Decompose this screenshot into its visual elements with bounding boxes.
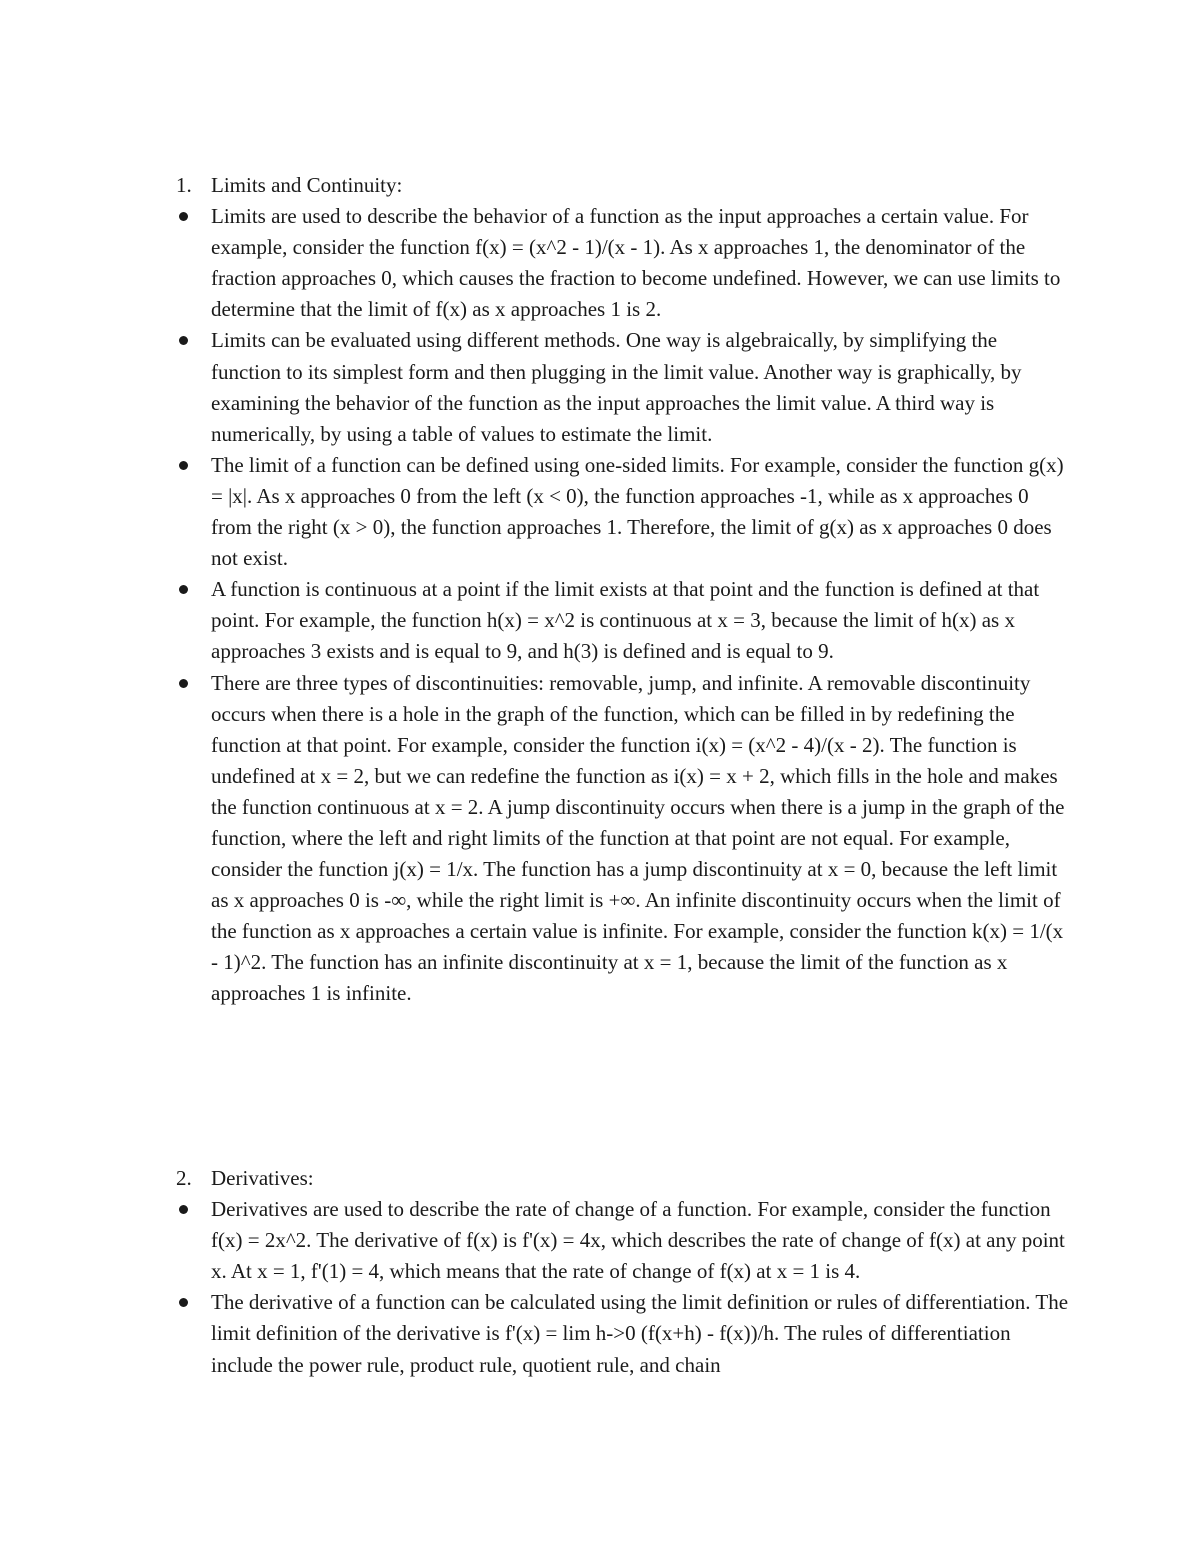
bullet-item: [172, 201, 1072, 325]
bullet-text: The derivative of a function can be calculated using the limit definition or rules of differentiation. The limit definition of the derivative is f'(x) = lim h->0 (f(x+h) - f(x))/h. The rules of differentiation include the power rule, product rule, quotient rule, and chain: [211, 1290, 1069, 1377]
section-derivatives: [172, 1163, 1072, 1381]
bullet-item: [172, 325, 1072, 449]
bullet-item: [172, 1194, 1072, 1287]
bullet-icon: [179, 585, 188, 594]
bullet-text: There are three types of discontinuities: removable, jump, and infinite. A removable discontinuity occurs when there is a hole in the graph of the function, which can be filled in by redefining the function at that point. For example, consider the function i(x) = (x^2 - 4)/(x - 2). The function is undefined at x = 2, but we can redefine the function as i(x) = x + 2, which fills in the hole and makes the function continuous at x = 2. A jump discontinuity occurs when there is a jump in the graph of the function, where the left and right limits of the function at that point are not equal. For example, consider the function j(x) = 1/x. The function has a jump discontinuity at x = 0, because the left limit as x approaches 0 is -∞, while the right limit is +∞. An infinite discontinuity occurs when the limit of the function as x approaches a certain value is infinite. For example, consider the function k(x) = 1/(x - 1)^2. The function has an infinite discontinuity at x = 1, because the limit of the function as x approaches 1 is infinite.: [211, 670, 1065, 1006]
bullet-text: A function is continuous at a point if the limit exists at that point and the function is defined at that point. For example, the function h(x) = x^2 is continuous at x = 3, because the limit of h(x) as x approaches 3 exists and is equal to 9, and h(3) is defined and is equal to 9.: [211, 577, 1040, 664]
heading-text: Derivatives:: [211, 1166, 314, 1190]
bullet-text: Limits can be evaluated using different methods. One way is algebraically, by simplifying the function to its simplest form and then plugging in the limit value. Another way is graphically, by examining the behavior of the function as the input approaches the limit value. A third way is numerically, by using a table of values to estimate the limit.: [211, 328, 1022, 446]
bullet-icon: [179, 461, 188, 470]
bullet-icon: [179, 212, 188, 221]
bullet-icon: [179, 679, 188, 688]
bullet-icon: [179, 336, 188, 345]
list-number: 2.: [176, 1166, 192, 1190]
bullet-text: The limit of a function can be defined using one-sided limits. For example, consider the function g(x) = |x|. As x approaches 0 from the left (x < 0), the function approaches -1, while as x approaches 0 from the right (x > 0), the function approaches 1. Therefore, the limit of g(x) as x approaches 0 does not exist.: [211, 452, 1064, 571]
section-heading: [172, 170, 1072, 201]
section-heading: [172, 1163, 1072, 1194]
bullet-item: [172, 1287, 1072, 1380]
heading-text: Limits and Continuity:: [211, 173, 403, 197]
section-limits-and-continuity: [172, 170, 1072, 1010]
bullet-item: [172, 450, 1072, 574]
bullet-text: Derivatives are used to describe the rate of change of a function. For example, consider the function f(x) = 2x^2. The derivative of f(x) is f'(x) = 4x, which describes the rate of change of f(x) at any point x. At x = 1, f'(1) = 4, which means that the rate of change of f(x) at x = 1 is 4.: [211, 1197, 1065, 1284]
bullet-text: Limits are used to describe the behavior of a function as the input approaches a certain value. For example, consider the function f(x) = (x^2 - 1)/(x - 1). As x approaches 1, the denominator of the fraction approaches 0, which causes the fraction to become undefined. However, we can use limits to determine that the limit of f(x) as x approaches 1 is 2.: [211, 204, 1061, 322]
bullet-item: [172, 668, 1072, 1010]
list-number: 1.: [176, 173, 192, 197]
bullet-item: [172, 574, 1072, 667]
bullet-icon: [179, 1298, 188, 1307]
bullet-icon: [179, 1205, 188, 1214]
